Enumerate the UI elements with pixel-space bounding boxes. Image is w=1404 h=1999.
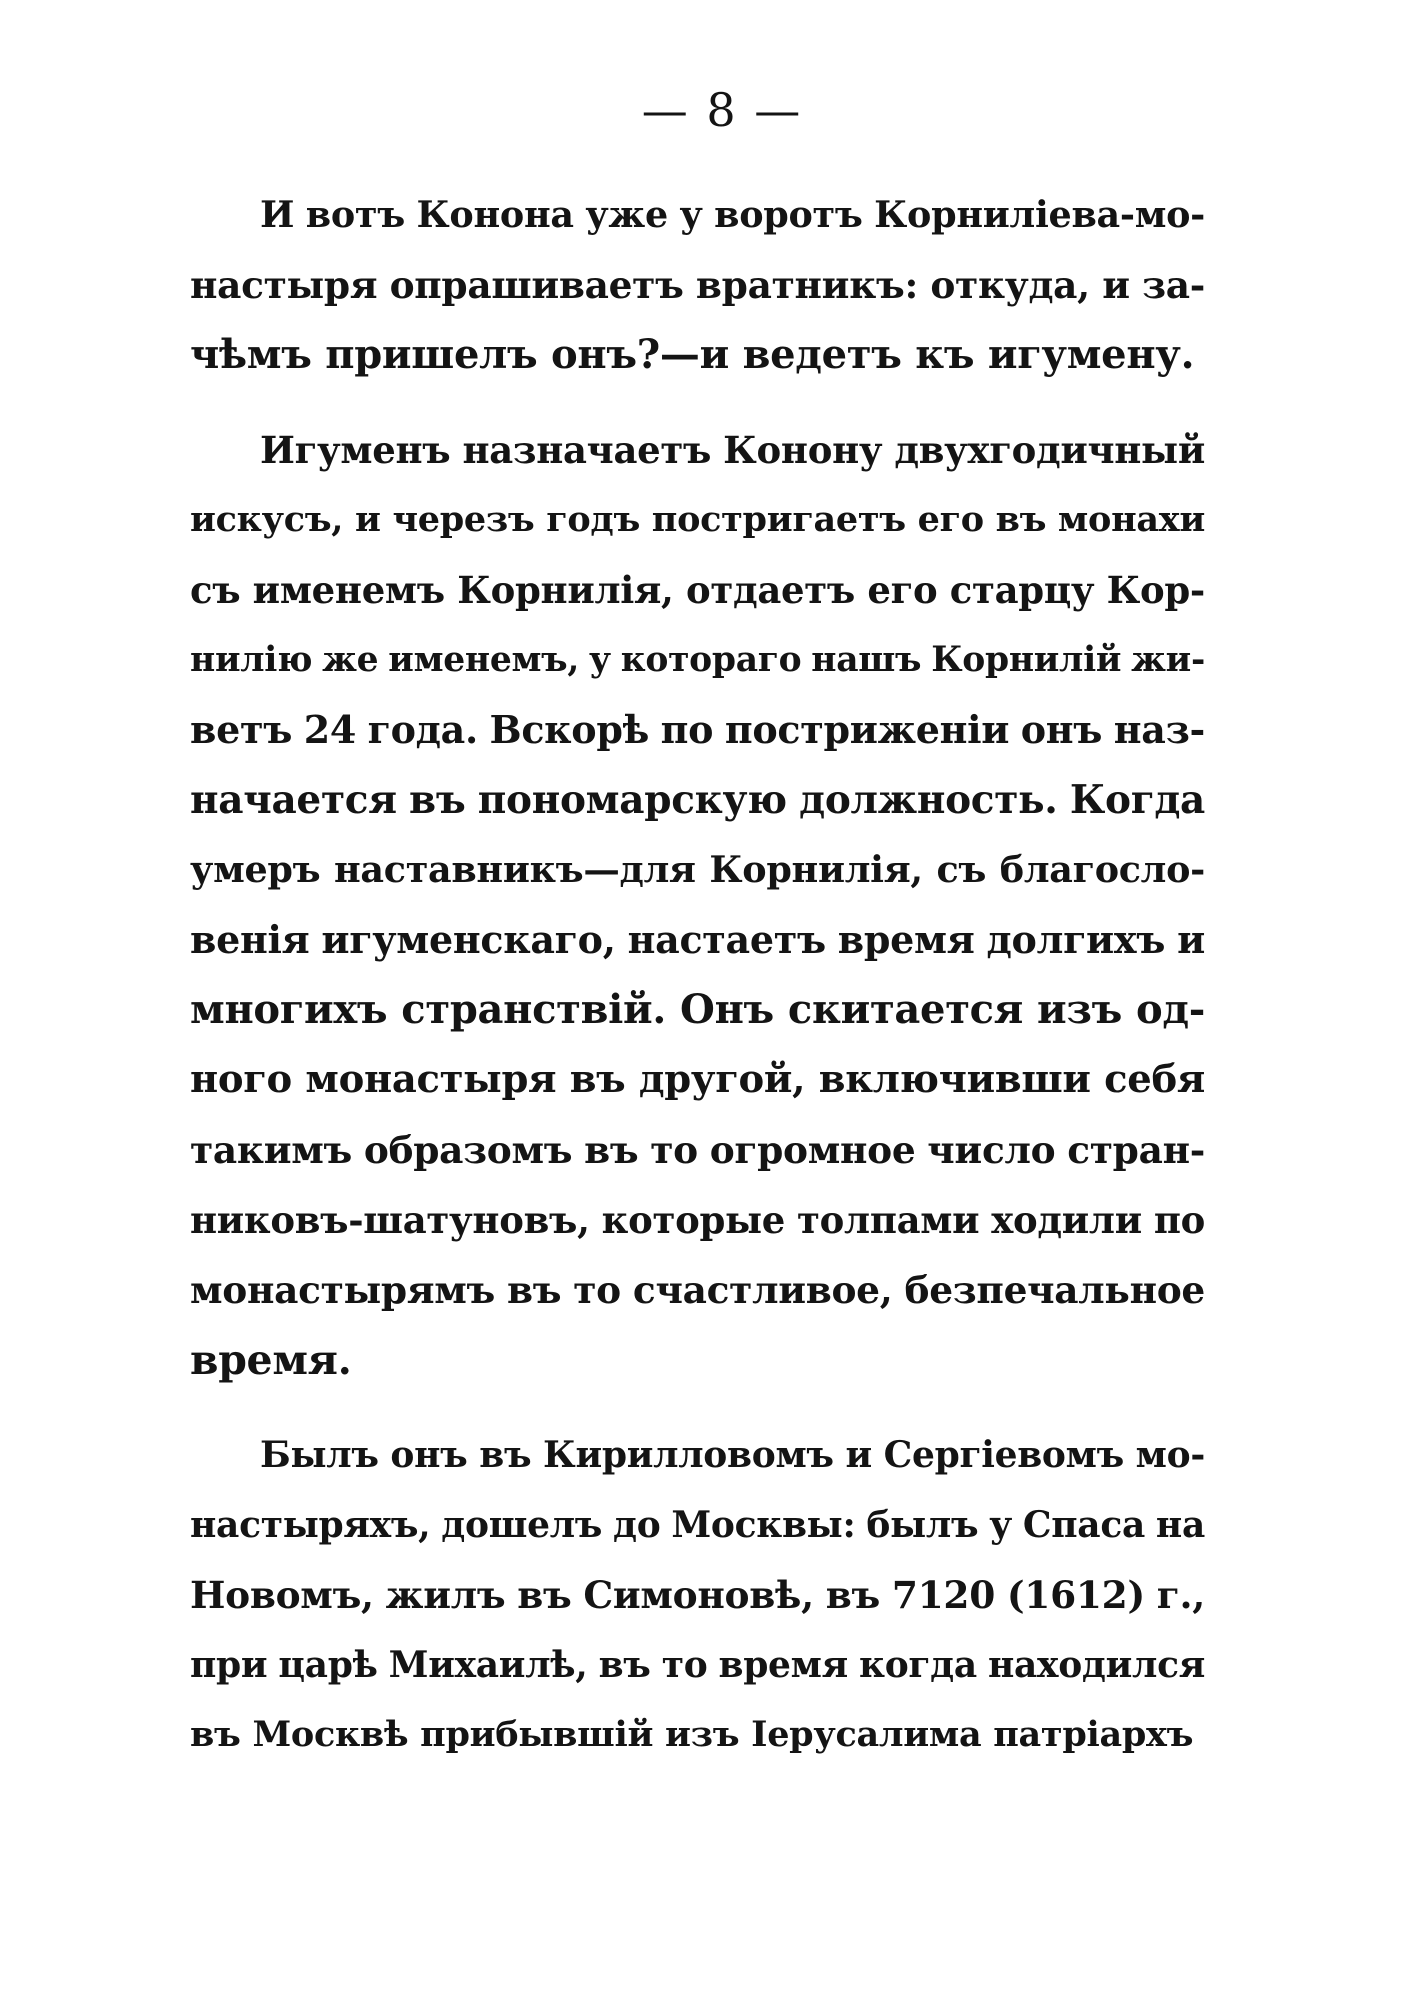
paragraph — [190, 415, 1205, 1395]
text-line: настыряхъ, дошелъ до Москвы: былъ у Спаса на — [190, 1504, 1205, 1546]
text-line: Новомъ, жилъ въ Симоновѣ, въ 7120 (1612) г., — [190, 1573, 1205, 1617]
text-line: И вотъ Конона уже у воротъ Корниліева-мо- — [260, 193, 1205, 236]
text-line: настыря опрашиваетъ вратникъ: откуда, и за- — [190, 263, 1205, 307]
text-line: съ именемъ Корнилія, отдаетъ его старцу Кор- — [190, 568, 1205, 612]
text-line: при царѣ Михаилѣ, въ то время когда находился — [190, 1644, 1205, 1686]
text-line: нилію же именемъ, у котораго нашъ Корнилій жи- — [190, 640, 1205, 680]
text-line: искусъ, и черезъ годъ постригаетъ его въ монахи — [190, 499, 1205, 540]
text-line: Былъ онъ въ Кирилловомъ и Сергіевомъ мо- — [260, 1434, 1205, 1476]
text-line: многихъ странствій. Онъ скитается изъ од- — [190, 986, 1205, 1033]
text-line: время. — [190, 1336, 352, 1384]
text-line: венія игуменскаго, настаетъ время долгихъ и — [190, 917, 1205, 962]
paragraph — [190, 180, 1205, 390]
text-line: умеръ наставникъ—для Корнилія, съ благосло- — [190, 848, 1205, 891]
text-line: никовъ-шатуновъ, которые толпами ходили по — [190, 1198, 1205, 1242]
page-number: — 8 — — [641, 83, 803, 137]
text-line: ного монастыря въ другой, включивши себя — [190, 1057, 1205, 1102]
text-line: Игуменъ назначаетъ Конону двухгодичный — [260, 428, 1205, 472]
body-text — [190, 180, 1205, 1795]
text-line: начается въ пономарскую должность. Когда — [190, 777, 1205, 823]
text-line: монастырямъ въ то счастливое, безпечальное — [190, 1268, 1205, 1312]
text-line: такимъ образомъ въ то огромное число стран- — [190, 1128, 1205, 1172]
text-line: ветъ 24 года. Вскорѣ по постриженіи онъ наз- — [190, 707, 1205, 752]
text-line: чѣмъ пришелъ онъ?—и ведетъ къ игумену. — [190, 331, 1195, 378]
text-line: въ Москвѣ прибывшій изъ Іерусалима патріархъ — [190, 1714, 1194, 1755]
paragraph — [190, 1420, 1205, 1770]
